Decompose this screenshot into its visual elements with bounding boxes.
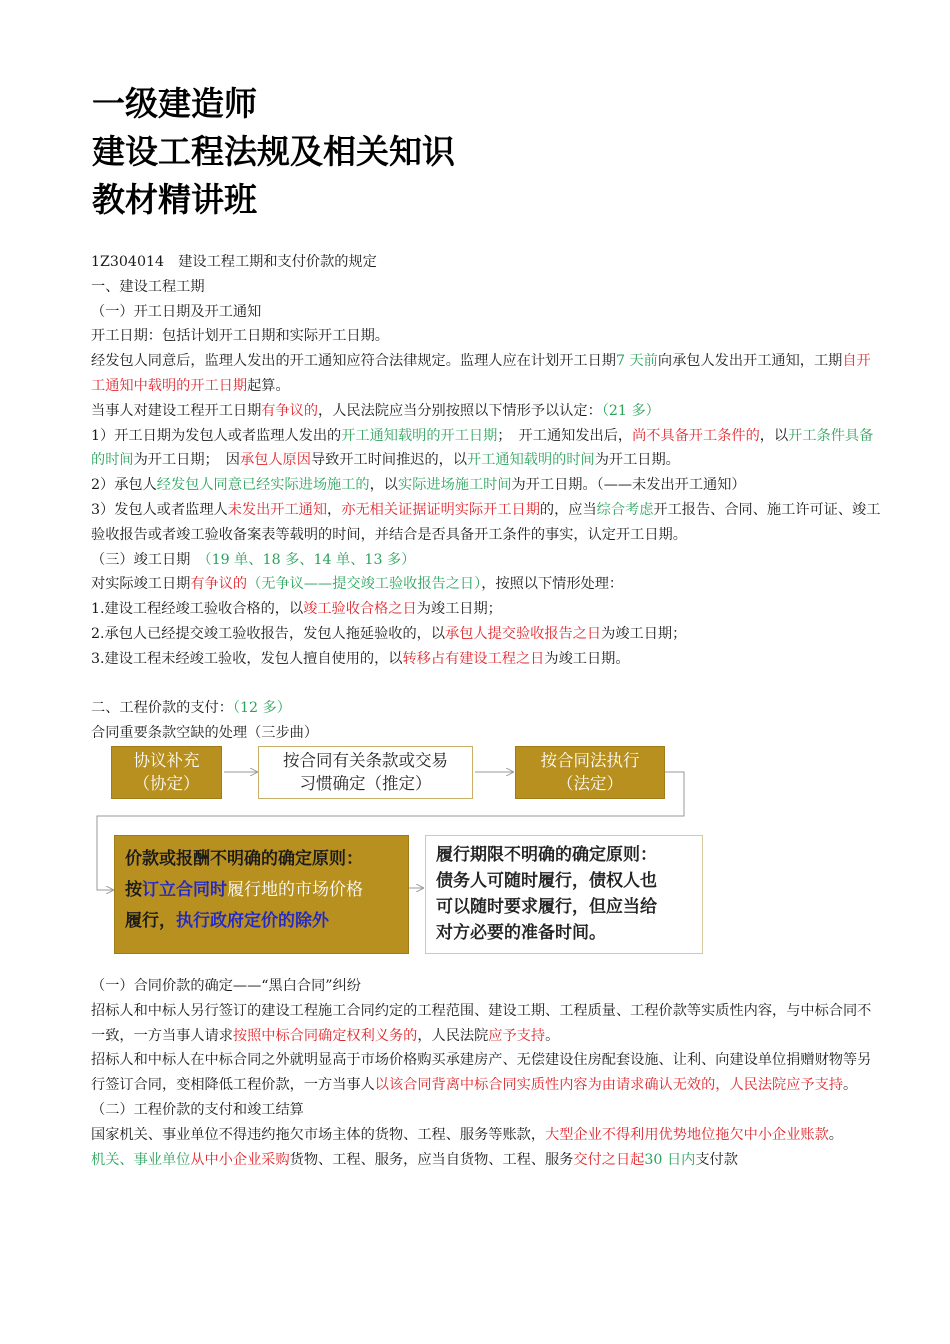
text-segment: ，按照以下情形处理： [481,576,624,593]
green-highlight: （12 多） [232,700,291,717]
paragraph [91,1048,881,1098]
paragraph [91,548,881,573]
red-highlight: 以该合同背离中标合同实质性内容为由请求确认无效的，人民法院应予支持 [374,1077,843,1094]
step1-line1: 协议补充 [133,751,200,771]
text-segment: 国家机关、事业单位不得违约拖欠市场主体的货物、工程、服务等账款， [91,1126,546,1143]
paragraph [91,498,881,548]
text-segment: 招标人和中标人另行签订的建设工程施工合同约定的工程范围、建设工期、工程质量、工程价款等实质性内容，与中标合同不一致，一方当事人请求 [91,1002,872,1044]
text-segment: 开工日期：包括计划开工日期和实际开工日期。 [91,328,389,345]
text-segment: （一）开工日期及开工通知 [91,303,262,320]
green-highlight: 开工通知载明的开工日期 [341,427,498,444]
red-highlight: 未发出开工通知 [227,501,328,518]
text-segment: 1Z304014 建设工程工期和支付价款的规定 [91,254,377,270]
term-principle-line3: 可以随时要求履行，但应当给 [436,896,657,917]
text-segment: 的，应当 [539,501,597,518]
three-step-diagram [91,746,881,974]
term-principle-line2: 债务人可随时履行，债权人也 [436,870,657,891]
paragraph [91,399,881,424]
text-segment: （一）合同价款的确定——“黑白合同”纠纷 [91,977,361,994]
price-principle-highlight: 订立合同时 [142,879,227,900]
paragraph [91,275,881,300]
text-segment: 3.建设工程未经竣工验收，发包人擅自使用的，以 [91,650,403,667]
green-highlight: 综合考虑 [596,501,654,518]
green-highlight: 7 天前 [615,353,658,370]
step2-box [258,746,473,799]
red-highlight: 从中小企业采购 [190,1151,290,1168]
price-principle-box [114,835,409,954]
text-segment: 3）发包人或者监理人 [91,501,228,518]
red-highlight: 承包人原因 [239,452,311,469]
text-segment: 合同重要条款空缺的处理（三步曲） [91,725,319,742]
section-contract-price [91,974,881,1172]
green-highlight: （无争议——提交竣工验收报告之日） [247,576,482,593]
red-highlight: 承包人提交验收报告之日 [445,625,602,642]
document-body [91,250,881,1172]
text-segment: 经发包人同意后，监理人发出的开工通知应符合法律规定。监理人应在计划开工日期 [91,353,616,370]
paragraph [91,1123,881,1148]
document-title [92,80,455,224]
text-segment: 一、建设工程工期 [91,278,205,295]
price-principle-perform: 履行， [125,910,176,931]
text-segment: 为竣工日期； [601,625,687,642]
text-segment: 招标人和中标人在中标合同之外就明显高于市场价格购买承建房产、无偿建设住房配套设施、让利、向建设单位捐赠财物等另行签订合同，变相降低工程价款，一方当事人 [91,1052,872,1094]
red-highlight: 尚不具备开工条件的 [632,427,760,444]
text-segment: （三）竣工日期 [91,551,205,568]
text-segment: 当事人对建设工程开工日期 [91,402,262,419]
text-segment: 支付款 [695,1151,738,1168]
text-segment: 导致开工时间推迟的，以 [310,452,468,469]
title-line-2: 建设工程法规及相关知识 [92,132,455,171]
text-segment: ，以 [369,477,398,494]
text-segment: 2.承包人已经提交竣工验收报告，发包人拖延验收的，以 [91,625,446,642]
text-segment: ， [327,501,342,518]
text-segment: 二、工程价款的支付： [91,700,233,717]
green-highlight: 实际进场施工时间 [398,477,512,494]
paragraph [91,647,881,672]
paragraph [91,597,881,622]
step3-box [515,746,665,799]
green-highlight: 30 日内 [644,1151,696,1168]
term-principle-line1: 履行期限不明确的确定原则： [436,844,657,865]
green-highlight: （19 单、18 多、14 单、13 多） [204,551,416,568]
term-principle-line4: 对方必要的准备时间。 [436,922,606,943]
text-segment: 为开工日期。 [594,452,680,469]
text-segment: 1.建设工程经竣工验收合格的，以 [91,601,304,618]
text-segment: ，人民法院 [417,1027,489,1044]
red-highlight: 按照中标合同确定权利义务的 [232,1027,418,1044]
green-highlight: （21 多） [601,402,660,419]
step1-line2: （协定） [133,774,200,794]
text-segment: 为开工日期。（——未发出开工通知） [511,477,746,494]
paragraph [91,324,881,349]
paragraph [91,974,881,999]
text-segment: ； 开工通知发出后， [497,427,633,444]
paragraph [91,349,881,399]
text-segment: 起算。 [247,377,290,394]
red-highlight: 有争议的 [261,402,319,419]
text-segment: ，人民法院应当分别按照以下情形予以认定： [318,402,602,419]
text-segment: 货物、工程、服务，应当自货物、工程、服务 [289,1151,574,1168]
red-highlight: 有争议的 [190,576,248,593]
text-segment: 1）开工日期为发包人或者监理人发出的 [91,427,342,444]
paragraph [91,999,881,1049]
paragraph [91,572,881,597]
price-principle-exception: 执行政府定价的除外 [176,910,329,931]
text-segment: 。 [828,1126,843,1143]
text-segment: 为竣工日期； [416,601,502,618]
green-highlight: 开工通知载明的时间 [467,452,595,469]
step2-line1: 按合同有关条款或交易 [283,751,448,771]
red-highlight: 大型企业不得利用优势地位拖欠中小企业账款 [545,1126,829,1143]
red-highlight: 自开工通知中载明的开工日期 [91,353,871,394]
text-segment: 2）承包人 [91,477,157,494]
paragraph [91,473,881,498]
red-highlight: 应予支持 [488,1027,546,1044]
text-segment: （二）工程价款的支付和竣工结算 [91,1101,304,1118]
title-line-1: 一级建造师 [92,84,257,123]
text-segment: 开工报告、合同、施工许可证、竣工验收报告或者竣工验收备案表等载明的时间，并结合是否具备开工条件的事实，认定开工日期。 [91,501,881,543]
text-segment: 为竣工日期。 [544,650,630,667]
step3-line1: 按合同法执行 [540,751,640,771]
price-principle-market: 履行地的市场价格 [227,879,363,900]
term-principle-box [425,835,703,954]
green-highlight: 机关、事业单位 [91,1151,191,1168]
red-highlight: 亦无相关证据证明实际开工日期 [341,501,540,518]
paragraph [91,721,881,746]
red-highlight: 竣工验收合格之日 [303,601,417,618]
step2-line2: 习惯确定（推定） [299,774,432,794]
paragraph [91,424,881,474]
paragraph [91,1148,881,1173]
price-principle-prefix: 按 [125,879,142,900]
paragraph [91,300,881,325]
section-construction-period [91,250,881,672]
paragraph [91,696,881,721]
section-price-payment [91,696,881,746]
blank-line [91,672,881,697]
paragraph [91,250,881,275]
text-segment: 。 [545,1027,560,1044]
price-principle-title: 价款或报酬不明确的确定原则： [125,848,363,869]
text-segment: 。 [842,1077,858,1094]
red-highlight: 转移占有建设工程之日 [402,650,545,667]
paragraph [91,1098,881,1123]
text-segment: 向承包人发出开工通知，工期 [657,353,843,370]
green-highlight: 经发包人同意已经实际进场施工的 [156,477,370,494]
step1-box [111,746,222,799]
paragraph [91,622,881,647]
text-segment: 对实际竣工日期 [91,576,191,593]
step3-line2: （法定） [557,774,623,794]
red-highlight: 交付之日起 [573,1151,645,1168]
text-segment: ，以 [759,427,789,444]
green-highlight: 开工条件具备的时间 [91,427,874,469]
title-line-3: 教材精讲班 [92,180,257,219]
text-segment: 为开工日期； 因 [133,452,240,469]
